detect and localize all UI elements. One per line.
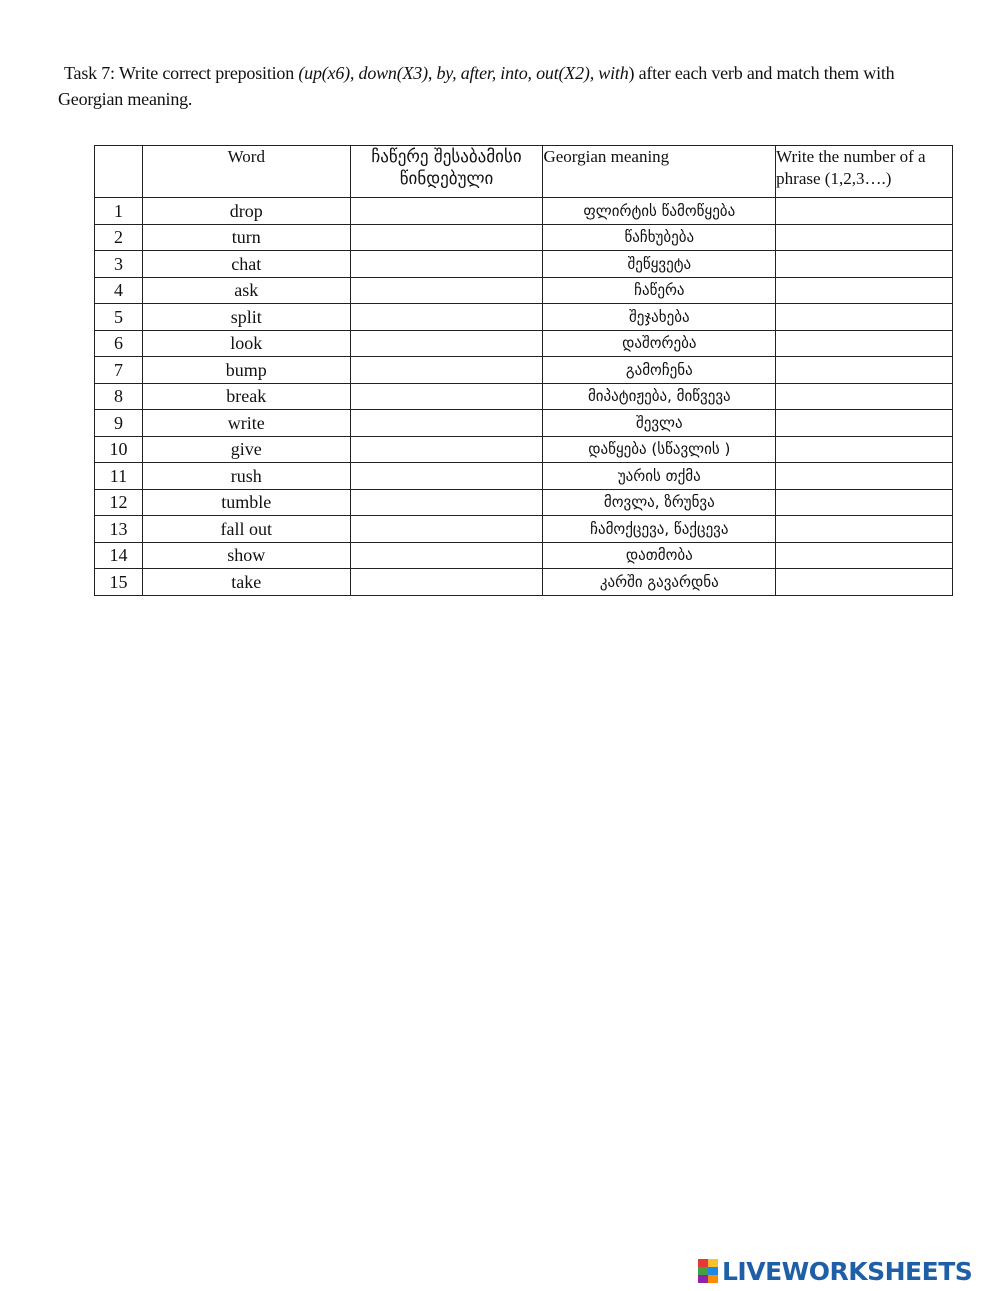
preposition-answer-cell[interactable] [350, 224, 543, 251]
logo-color-block [708, 1267, 718, 1275]
liveworksheets-icon [698, 1259, 718, 1283]
row-word: fall out [142, 516, 350, 543]
row-number: 7 [95, 357, 143, 384]
row-number: 15 [95, 569, 143, 596]
table-row [95, 489, 953, 516]
task-preposition-list: (up(x6), down(X3), by, after, into, out(X2), with [298, 63, 629, 83]
header-preposition: ჩაწერე შესაბამისი წინდებული [350, 146, 543, 198]
phrase-number-answer-cell[interactable] [776, 198, 953, 225]
phrase-number-answer-cell[interactable] [776, 542, 953, 569]
row-georgian-meaning: შევლა [543, 410, 776, 437]
logo-color-block [698, 1275, 708, 1283]
row-number: 9 [95, 410, 143, 437]
header-phrase-number: Write the number of a phrase (1,2,3….) [776, 146, 953, 198]
row-number: 3 [95, 251, 143, 278]
row-word: drop [142, 198, 350, 225]
row-word: rush [142, 463, 350, 490]
row-number: 11 [95, 463, 143, 490]
preposition-answer-cell[interactable] [350, 330, 543, 357]
row-word: bump [142, 357, 350, 384]
logo-color-block [698, 1267, 708, 1275]
phrase-number-answer-cell[interactable] [776, 463, 953, 490]
row-georgian-meaning: დათმობა [543, 542, 776, 569]
table-row [95, 277, 953, 304]
table-row [95, 357, 953, 384]
row-georgian-meaning: კარში გავარდნა [543, 569, 776, 596]
brand-name: LIVEWORKSHEETS [722, 1256, 973, 1286]
phrase-number-answer-cell[interactable] [776, 516, 953, 543]
phrase-number-answer-cell[interactable] [776, 383, 953, 410]
header-georgian-meaning: Georgian meaning [543, 146, 776, 198]
task-instruction-end: ) after each verb and match them with Georgian meaning. [58, 63, 895, 109]
table-row [95, 330, 953, 357]
row-number: 12 [95, 489, 143, 516]
row-word: ask [142, 277, 350, 304]
row-number: 6 [95, 330, 143, 357]
phrase-number-answer-cell[interactable] [776, 330, 953, 357]
row-number: 10 [95, 436, 143, 463]
table-row [95, 224, 953, 251]
preposition-answer-cell[interactable] [350, 542, 543, 569]
row-number: 5 [95, 304, 143, 331]
worksheet-table [94, 145, 953, 596]
row-georgian-meaning: შეჯახება [543, 304, 776, 331]
table-row [95, 516, 953, 543]
task-label: Task 7: [64, 63, 115, 83]
preposition-answer-cell[interactable] [350, 569, 543, 596]
logo-color-block [708, 1259, 718, 1267]
row-number: 1 [95, 198, 143, 225]
row-word: tumble [142, 489, 350, 516]
row-number: 2 [95, 224, 143, 251]
phrase-number-answer-cell[interactable] [776, 357, 953, 384]
phrase-number-answer-cell[interactable] [776, 224, 953, 251]
row-georgian-meaning: დაშორება [543, 330, 776, 357]
task-instruction-start: Write correct preposition [118, 63, 295, 83]
table-row [95, 251, 953, 278]
row-word: split [142, 304, 350, 331]
row-number: 4 [95, 277, 143, 304]
preposition-answer-cell[interactable] [350, 463, 543, 490]
row-georgian-meaning: წაჩხუბება [543, 224, 776, 251]
table-row [95, 436, 953, 463]
row-word: take [142, 569, 350, 596]
table-row [95, 542, 953, 569]
preposition-answer-cell[interactable] [350, 410, 543, 437]
row-georgian-meaning: უარის თქმა [543, 463, 776, 490]
preposition-answer-cell[interactable] [350, 304, 543, 331]
row-word: write [142, 410, 350, 437]
phrase-number-answer-cell[interactable] [776, 489, 953, 516]
phrase-number-answer-cell[interactable] [776, 569, 953, 596]
task-instructions [58, 60, 938, 112]
row-word: show [142, 542, 350, 569]
row-number: 13 [95, 516, 143, 543]
row-word: give [142, 436, 350, 463]
row-georgian-meaning: დაწყება (სწავლის ) [543, 436, 776, 463]
row-number: 8 [95, 383, 143, 410]
table-row [95, 569, 953, 596]
row-georgian-meaning: გამოჩენა [543, 357, 776, 384]
row-georgian-meaning: მიპატიჟება, მიწვევა [543, 383, 776, 410]
preposition-answer-cell[interactable] [350, 516, 543, 543]
row-word: break [142, 383, 350, 410]
row-word: turn [142, 224, 350, 251]
preposition-answer-cell[interactable] [350, 198, 543, 225]
phrase-number-answer-cell[interactable] [776, 251, 953, 278]
preposition-answer-cell[interactable] [350, 277, 543, 304]
table-row [95, 463, 953, 490]
phrase-number-answer-cell[interactable] [776, 436, 953, 463]
preposition-answer-cell[interactable] [350, 383, 543, 410]
row-word: look [142, 330, 350, 357]
table-header-row [95, 146, 953, 198]
row-word: chat [142, 251, 350, 278]
logo-color-block [708, 1275, 718, 1283]
phrase-number-answer-cell[interactable] [776, 277, 953, 304]
row-georgian-meaning: ჩაწერა [543, 277, 776, 304]
preposition-answer-cell[interactable] [350, 251, 543, 278]
table-row [95, 198, 953, 225]
logo-color-block [698, 1259, 708, 1267]
header-number [95, 146, 143, 198]
row-georgian-meaning: ჩამოქცევა, წაქცევა [543, 516, 776, 543]
row-number: 14 [95, 542, 143, 569]
preposition-answer-cell[interactable] [350, 436, 543, 463]
preposition-answer-cell[interactable] [350, 357, 543, 384]
row-georgian-meaning: ფლირტის წამოწყება [543, 198, 776, 225]
row-georgian-meaning: მოვლა, ზრუნვა [543, 489, 776, 516]
phrase-number-answer-cell[interactable] [776, 304, 953, 331]
table-row [95, 410, 953, 437]
header-word: Word [142, 146, 350, 198]
preposition-answer-cell[interactable] [350, 489, 543, 516]
row-georgian-meaning: შეწყვეტა [543, 251, 776, 278]
table-row [95, 304, 953, 331]
phrase-number-answer-cell[interactable] [776, 410, 953, 437]
table-row [95, 383, 953, 410]
liveworksheets-logo [698, 1257, 972, 1285]
